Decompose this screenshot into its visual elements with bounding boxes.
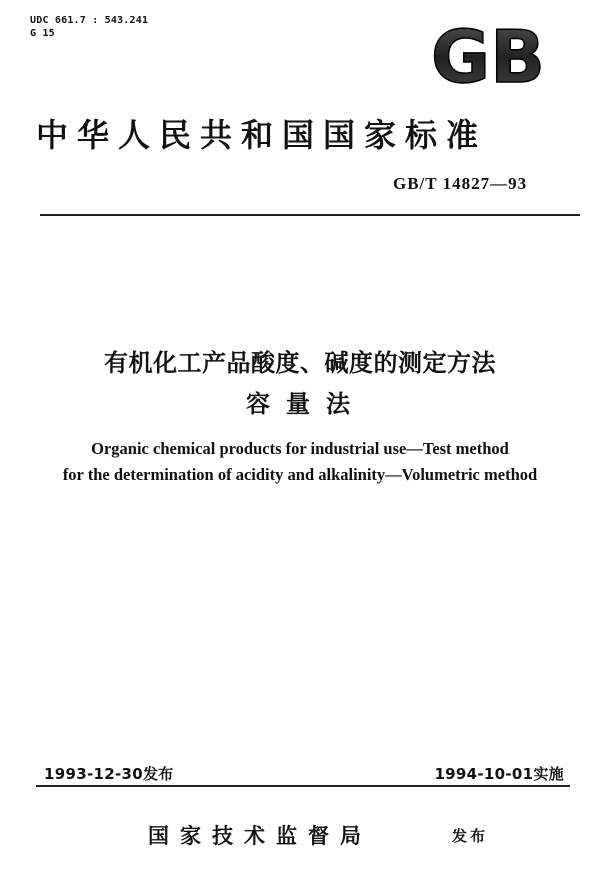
document-title-en-line2: for the determination of acidity and alkalinity—Volumetric method — [62, 465, 538, 484]
document-subtitle-cn: 容量法 — [246, 390, 366, 418]
udc-code: UDC 661.7 : 543.241 — [30, 15, 149, 26]
document-title-en-line1: Organic chemical products for industrial use—Test method — [91, 439, 509, 458]
issuing-authority: 国家技术监督局 — [148, 823, 372, 848]
classification-codes — [30, 14, 148, 40]
gb-logo — [428, 20, 548, 92]
category-code: G 15 — [30, 28, 55, 39]
issuer-suffix: 发布 — [452, 827, 489, 845]
standard-title: 中华人民共和国国家标准 — [36, 116, 488, 154]
implementation-date: 1994-10-01实施 — [434, 765, 564, 783]
document-title-cn: 有机化工产品酸度、碱度的测定方法 — [104, 349, 496, 377]
footer-divider — [36, 785, 570, 787]
standard-number: GB/T 14827—93 — [393, 174, 528, 193]
issue-date: 1993-12-30发布 — [44, 765, 174, 783]
gb-logo-text: GB — [431, 20, 545, 92]
header-divider — [40, 214, 580, 216]
